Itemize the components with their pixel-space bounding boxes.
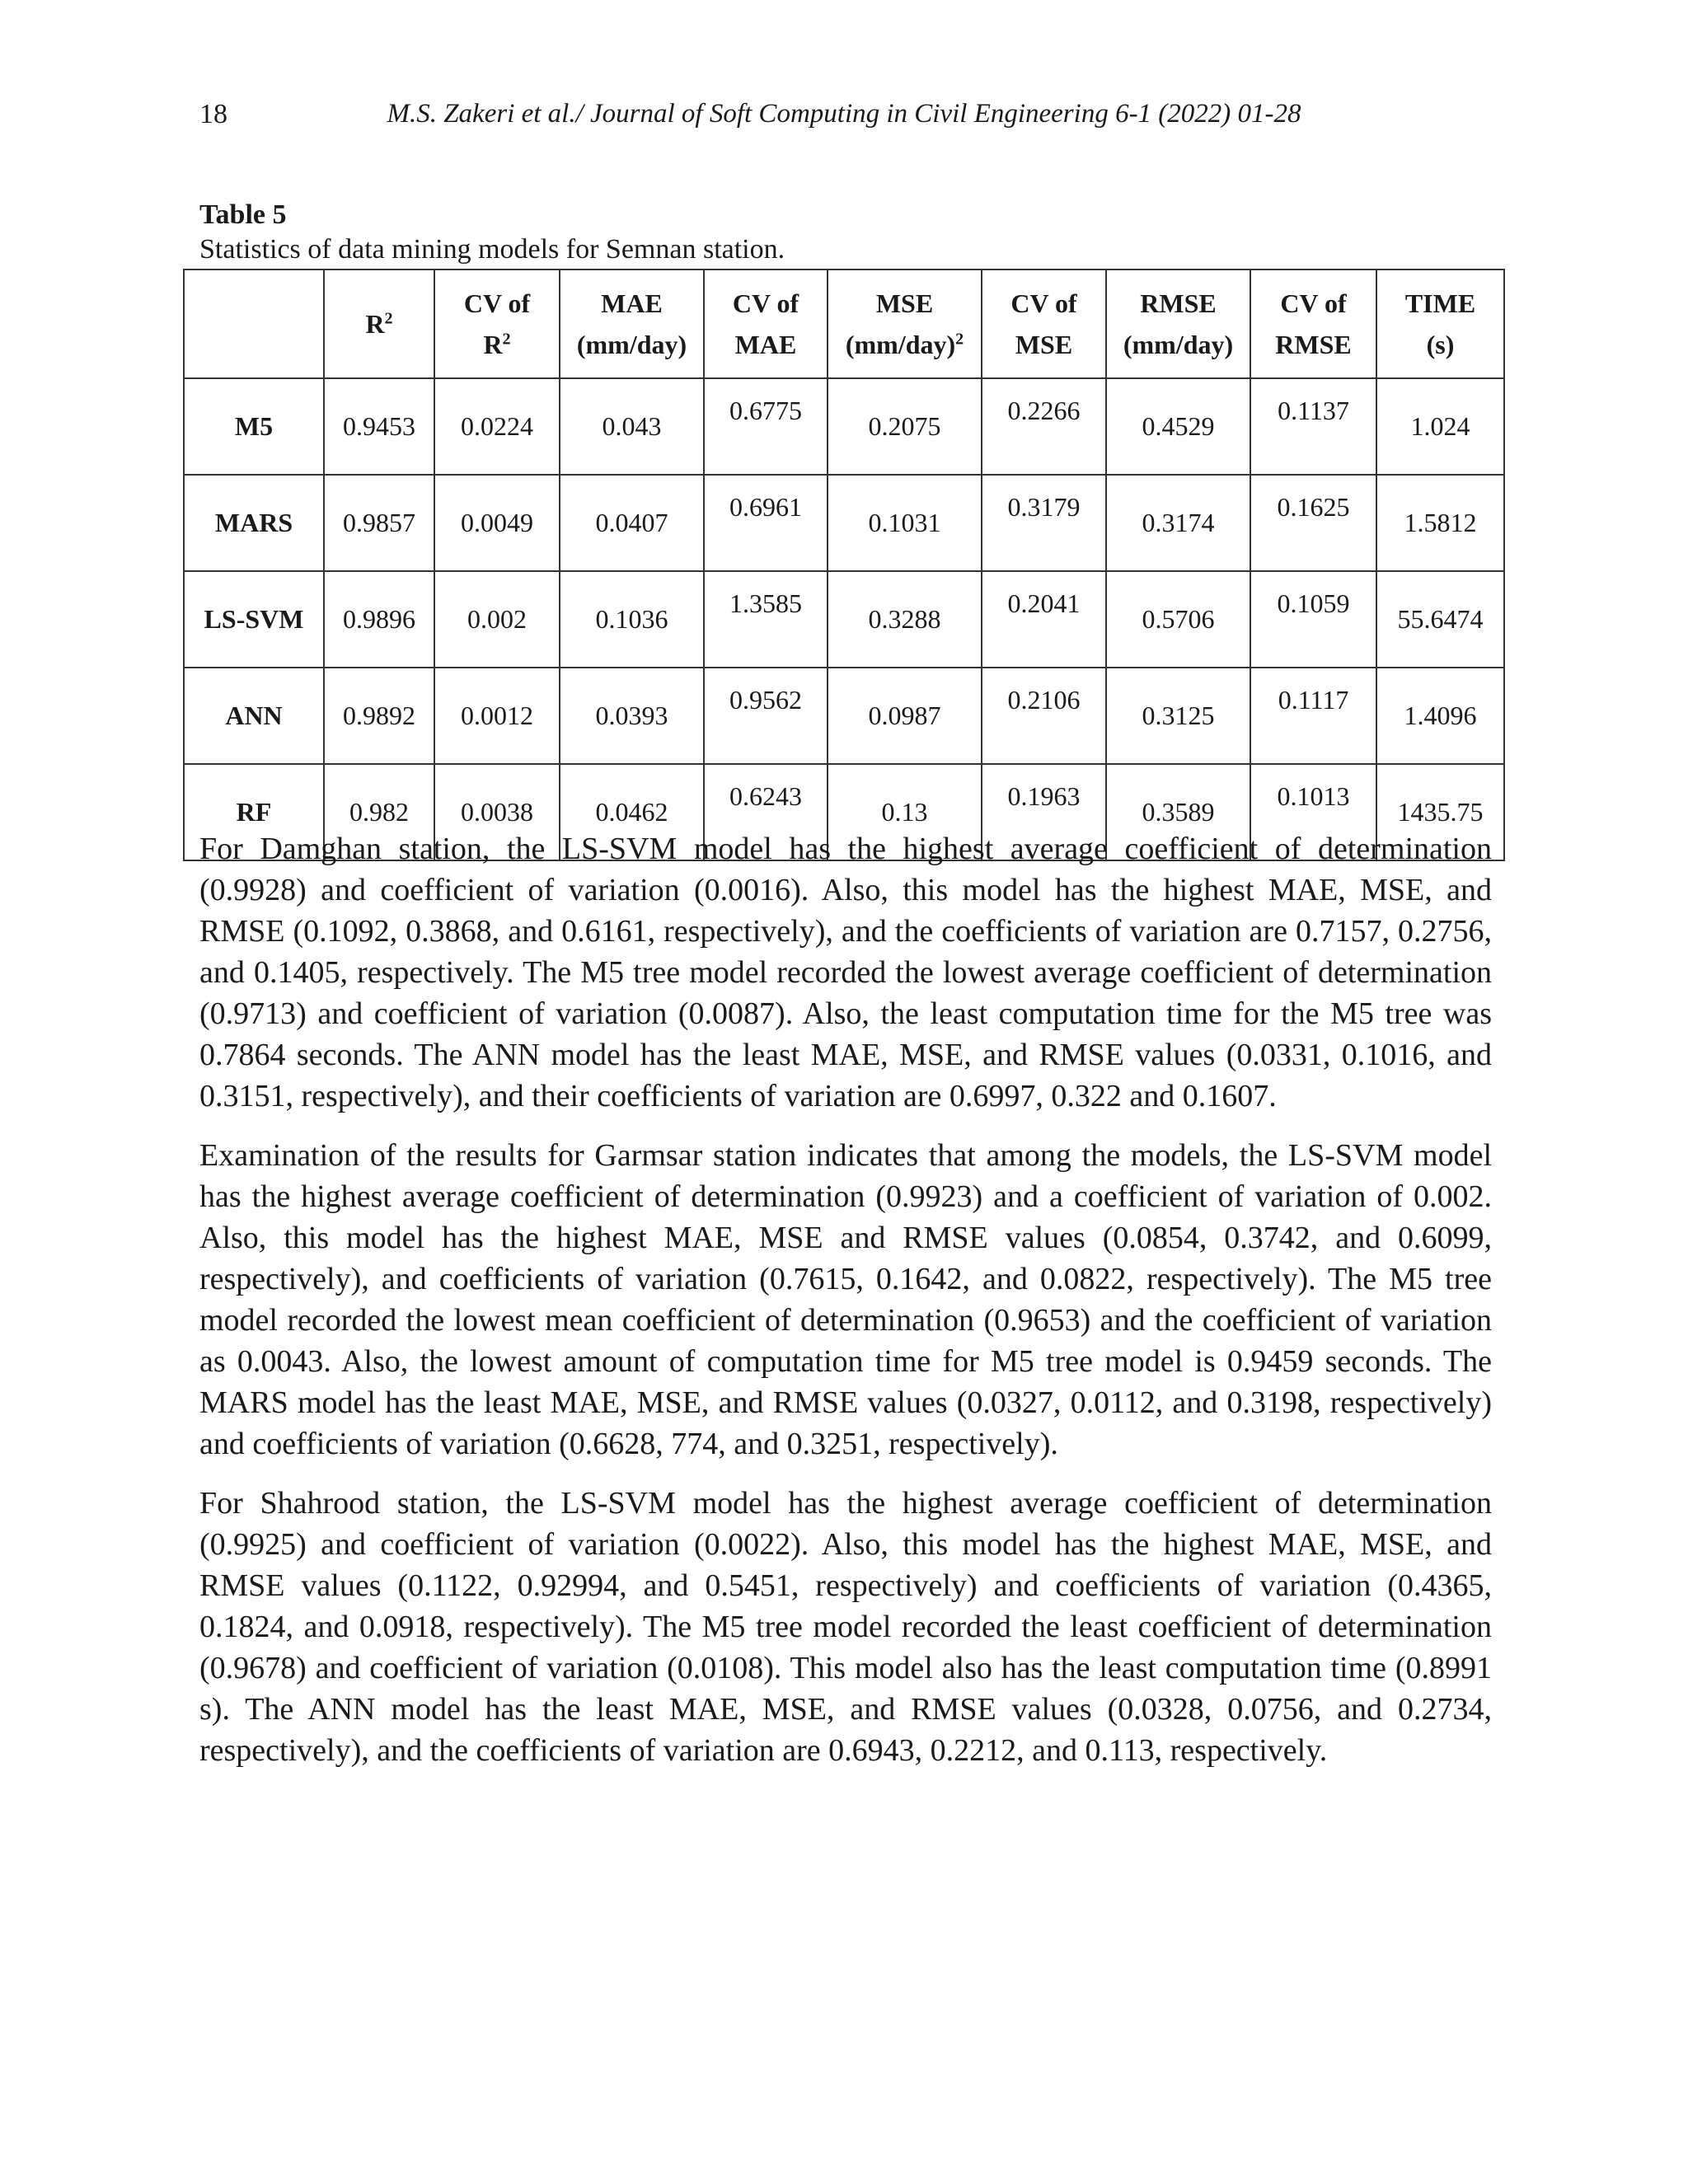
header-corner bbox=[184, 269, 324, 378]
row-model-name: ANN bbox=[184, 668, 324, 764]
row-model-name: LS-SVM bbox=[184, 571, 324, 668]
table-cell: 0.2041 bbox=[982, 571, 1106, 668]
running-head: M.S. Zakeri et al./ Journal of Soft Computing in Civil Engineering 6-1 (2022) 01-28 bbox=[387, 99, 1301, 129]
header-cv-r2: CV of $R^2$ bbox=[434, 269, 560, 378]
table-cell: 0.9892 bbox=[324, 668, 434, 764]
header-time: TIME (s) bbox=[1376, 269, 1504, 378]
table-cell: 0.3125 bbox=[1106, 668, 1250, 764]
table-cell: 0.2075 bbox=[828, 378, 982, 475]
table-header-row bbox=[184, 269, 1504, 378]
row-model-name: RF bbox=[184, 764, 324, 860]
table-cell: 0.0012 bbox=[434, 668, 560, 764]
table-cell: 0.9896 bbox=[324, 571, 434, 668]
table-cell: 0.3174 bbox=[1106, 475, 1250, 571]
header-r2: $R^2$ bbox=[324, 269, 434, 378]
table-cell: 0.2266 bbox=[982, 378, 1106, 475]
table-row bbox=[184, 668, 1504, 764]
table-cell: 0.1013 bbox=[1250, 764, 1376, 860]
table-cell: 0.1963 bbox=[982, 764, 1106, 860]
row-model-name: MARS bbox=[184, 475, 324, 571]
table-cell: 0.6775 bbox=[704, 378, 828, 475]
table-cell: 0.2106 bbox=[982, 668, 1106, 764]
table-cell: 55.6474 bbox=[1376, 571, 1504, 668]
table-cell: 0.0462 bbox=[560, 764, 704, 860]
table-cell: 0.0038 bbox=[434, 764, 560, 860]
body-text bbox=[199, 828, 1492, 1789]
header-cv-mae: CV of MAE bbox=[704, 269, 828, 378]
table-cell: 1435.75 bbox=[1376, 764, 1504, 860]
table-caption: Statistics of data mining models for Semnan station. bbox=[199, 234, 785, 265]
table-cell: 0.1137 bbox=[1250, 378, 1376, 475]
header-rmse: RMSE (mm/day) bbox=[1106, 269, 1250, 378]
table-cell: 0.9453 bbox=[324, 378, 434, 475]
table-cell: 0.1031 bbox=[828, 475, 982, 571]
table-cell: 0.002 bbox=[434, 571, 560, 668]
table-cell: 0.0987 bbox=[828, 668, 982, 764]
header-cv-rmse: CV of RMSE bbox=[1250, 269, 1376, 378]
table-cell: 1.4096 bbox=[1376, 668, 1504, 764]
table-cell: 0.982 bbox=[324, 764, 434, 860]
header-cv-mse: CV of MSE bbox=[982, 269, 1106, 378]
table-cell: 0.4529 bbox=[1106, 378, 1250, 475]
table-cell: 0.1036 bbox=[560, 571, 704, 668]
table-cell: 0.0407 bbox=[560, 475, 704, 571]
table-cell: 1.3585 bbox=[704, 571, 828, 668]
page-number: 18 bbox=[199, 99, 227, 129]
page-header bbox=[0, 99, 1688, 148]
header-mae: MAE (mm/day) bbox=[560, 269, 704, 378]
table-cell: 0.3179 bbox=[982, 475, 1106, 571]
table-cell: 0.1059 bbox=[1250, 571, 1376, 668]
table-cell: 0.5706 bbox=[1106, 571, 1250, 668]
paragraph-shahrood: For Shahrood station, the LS-SVM model has the highest average coefficient of determination (0.9925) and coefficient of variation (0.0022). Also, this model has the highest MAE, MSE, and RMSE values (0.1122, 0.92994, and 0.5451, respectively) and coefficients of variation (0.4365, 0.1824, and 0.0918, respectively). The M5 tree model recorded the least coefficient of determination (0.9678) and coefficient of variation (0.0108). This model also has the least computation time (0.8991 s). The ANN model has the least MAE, MSE, and RMSE values (0.0328, 0.0756, and 0.2734, respectively), and the coefficients of variation are 0.6943, 0.2212, and 0.113, respectively. bbox=[199, 1486, 1492, 1768]
table-cell: 0.1625 bbox=[1250, 475, 1376, 571]
table-cell: 0.0393 bbox=[560, 668, 704, 764]
table-row bbox=[184, 571, 1504, 668]
table-cell: 1.024 bbox=[1376, 378, 1504, 475]
table-row bbox=[184, 378, 1504, 475]
table-cell: 1.5812 bbox=[1376, 475, 1504, 571]
table-cell: 0.6243 bbox=[704, 764, 828, 860]
table-row bbox=[184, 475, 1504, 571]
table-cell: 0.9562 bbox=[704, 668, 828, 764]
table-cell: 0.0049 bbox=[434, 475, 560, 571]
table-cell: 0.6961 bbox=[704, 475, 828, 571]
table-cell: 0.9857 bbox=[324, 475, 434, 571]
table-cell: 0.0224 bbox=[434, 378, 560, 475]
table-cell: 0.3589 bbox=[1106, 764, 1250, 860]
header-mse: MSE $(mm/day)^2$ bbox=[828, 269, 982, 378]
table-cell: 0.1117 bbox=[1250, 668, 1376, 764]
row-model-name: M5 bbox=[184, 378, 324, 475]
paragraph-damghan: For Damghan station, the LS-SVM model has the highest average coefficient of determination (0.9928) and coefficient of variation (0.0016). Also, this model has the highest MAE, MSE, and RMSE (0.1092, 0.3868, and 0.6161, respectively), and the coefficients of variation are 0.7157, 0.2756, and 0.1405, respectively. The M5 tree model recorded the lowest average coefficient of determination (0.9713) and coefficient of variation (0.0087). Also, the least computation time for the M5 tree was 0.7864 seconds. The ANN model has the least MAE, MSE, and RMSE values (0.0331, 0.1016, and 0.3151, respectively), and their coefficients of variation are 0.6997, 0.322 and 0.1607. bbox=[199, 832, 1492, 1113]
paragraph-garmsar: Examination of the results for Garmsar station indicates that among the models, the LS-SVM model has the highest average coefficient of determination (0.9923) and a coefficient of variation of 0.002. Also, this model has the highest MAE, MSE and RMSE values (0.0854, 0.3742, and 0.6099, respectively), and coefficients of variation (0.7615, 0.1642, and 0.0822, respectively). The M5 tree model recorded the lowest mean coefficient of determination (0.9653) and the coefficient of variation as 0.0043. Also, the lowest amount of computation time for M5 tree model is 0.9459 seconds. The MARS model has the least MAE, MSE, and RMSE values (0.0327, 0.0112, and 0.3198, respectively) and coefficients of variation (0.6628, 774, and 0.3251, respectively). bbox=[199, 1138, 1492, 1461]
table-cell: 0.043 bbox=[560, 378, 704, 475]
table-cell: 0.3288 bbox=[828, 571, 982, 668]
table-title: Table 5 bbox=[199, 199, 287, 230]
statistics-table bbox=[183, 269, 1505, 861]
table-cell: 0.13 bbox=[828, 764, 982, 860]
